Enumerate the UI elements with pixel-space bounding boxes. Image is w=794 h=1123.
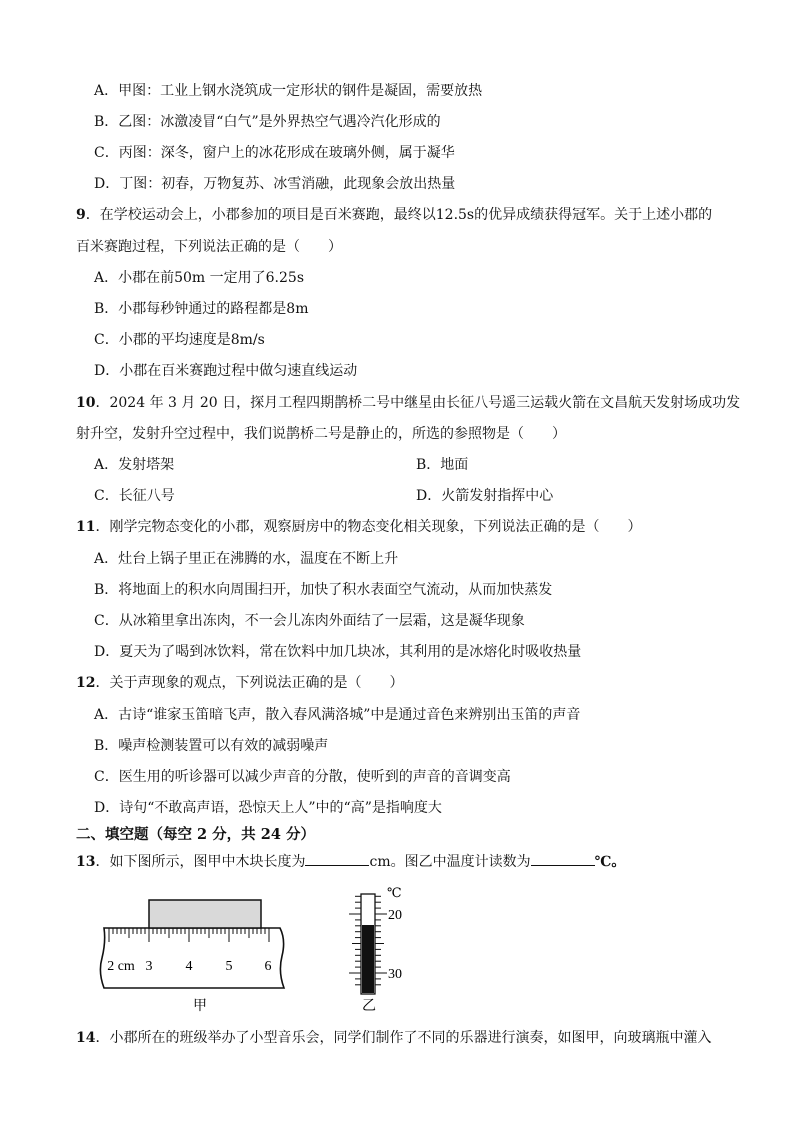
q14-text: ．小郡所在的班级举办了小型音乐会，同学们制作了不同的乐器进行演奏，如图甲，向玻璃瓶中灌入 bbox=[95, 1030, 712, 1046]
q9-number: 9 bbox=[76, 207, 86, 223]
thermometer-label-20: 20 bbox=[388, 908, 402, 923]
q11-number: 11 bbox=[76, 519, 96, 535]
q13-blank-length[interactable] bbox=[305, 851, 369, 866]
q11-option-d: D．夏天为了喝到冰饮料，常在饮料中加几块冰，其利用的是冰熔化时吸收热量 bbox=[94, 644, 582, 660]
q12-number: 12 bbox=[76, 675, 96, 691]
thermometer-liquid bbox=[362, 925, 374, 993]
q9-stem-line2: 百米赛跑过程，下列说法正确的是（ ） bbox=[76, 239, 342, 255]
ruler-label-5: 5 bbox=[225, 959, 233, 974]
q8-option-a: A．甲图：工业上钢水浇筑成一定形状的钢件是凝固，需要放热 bbox=[94, 83, 483, 99]
q12-option-a: A．古诗“谁家玉笛暗飞声，散入春风满洛城”中是通过音色来辨别出玉笛的声音 bbox=[94, 707, 581, 723]
q13-text-part1: ．如下图所示，图甲中木块长度为 bbox=[95, 854, 306, 870]
q14-number: 14 bbox=[76, 1030, 96, 1046]
q9-option-b: B．小郡每秒钟通过的路程都是8m bbox=[94, 301, 309, 317]
q13-blank-temperature[interactable] bbox=[531, 851, 595, 866]
q10-option-a: A．发射塔架 bbox=[94, 457, 175, 473]
q13-figure bbox=[90, 880, 430, 1020]
q8-option-b: B．乙图：冰激凌冒“白气”是外界热空气遇冷汽化形成的 bbox=[94, 114, 441, 130]
q10-number: 10 bbox=[76, 395, 96, 411]
q12-stem bbox=[76, 673, 403, 693]
ruler-label-4: 4 bbox=[185, 959, 193, 974]
q10-option-c: C．长征八号 bbox=[94, 488, 175, 504]
q9-stem-line1 bbox=[76, 205, 712, 225]
q9-option-a: A．小郡在前50m 一定用了6.25s bbox=[94, 270, 305, 286]
q12-option-c: C．医生用的听诊器可以减少声音的分散，使听到的声音的音调变高 bbox=[94, 769, 511, 785]
q9-text: ．在学校运动会上，小郡参加的项目是百米赛跑，最终以12.5s的优异成绩获得冠军。关于上述小郡的 bbox=[85, 207, 713, 223]
q10-text: ．2024 年 3 月 20 日，探月工程四期鹊桥二号中继星由长征八号遥三运载火箭在文昌航天发射场成功发 bbox=[95, 395, 741, 411]
q11-option-a: A．灶台上锅子里正在沸腾的水，温度在不断上升 bbox=[94, 551, 399, 567]
ruler-body bbox=[100, 928, 284, 988]
q10-option-b: B．地面 bbox=[416, 457, 469, 473]
thermometer-figure bbox=[349, 885, 402, 1014]
thermometer-unit: ℃ bbox=[387, 885, 402, 900]
q12-option-d: D．诗句“不敢高声语，恐惊天上人”中的“高”是指响度大 bbox=[94, 800, 442, 816]
q13-number: 13 bbox=[76, 854, 96, 870]
q10-stem-line2: 射升空，发射升空过程中，我们说鹊桥二号是静止的，所选的参照物是（ ） bbox=[76, 426, 566, 442]
q8-option-c: C．丙图：深冬，窗户上的冰花形成在玻璃外侧，属于凝华 bbox=[94, 145, 455, 161]
q10-option-d: D．火箭发射指挥中心 bbox=[416, 488, 554, 504]
q13-text-part2: cm。图乙中温度计读数为 bbox=[369, 854, 531, 870]
q12-text: ．关于声现象的观点，下列说法正确的是（ ） bbox=[95, 675, 404, 691]
ruler-label-3: 3 bbox=[145, 959, 153, 974]
q8-option-d: D．丁图：初春，万物复苏、冰雪消融，此现象会放出热量 bbox=[94, 176, 456, 192]
q11-option-c: C．从冰箱里拿出冻肉，不一会儿冻肉外面结了一层霜，这是凝华现象 bbox=[94, 613, 525, 629]
section-title-fill-in: 二、填空题（每空 2 分，共 24 分） bbox=[76, 826, 315, 843]
q13-text-part3: ℃。 bbox=[594, 854, 626, 870]
q14-stem bbox=[76, 1028, 711, 1048]
q10-stem-line1 bbox=[76, 393, 740, 413]
q9-option-d: D．小郡在百米赛跑过程中做匀速直线运动 bbox=[94, 363, 358, 379]
wooden-block bbox=[149, 900, 261, 928]
q11-option-b: B．将地面上的积水向周围扫开，加快了积水表面空气流动，从而加快蒸发 bbox=[94, 582, 553, 598]
ruler-figure bbox=[100, 900, 284, 1014]
thermometer-label-30: 30 bbox=[388, 967, 402, 982]
q11-text: ．刚学完物态变化的小郡，观察厨房中的物态变化相关现象，下列说法正确的是（ ） bbox=[95, 519, 642, 535]
ruler-label-2cm: 2 cm bbox=[107, 959, 135, 974]
q9-option-c: C．小郡的平均速度是8m/s bbox=[94, 332, 265, 348]
caption-jia: 甲 bbox=[193, 999, 207, 1014]
q13-stem bbox=[76, 851, 625, 872]
caption-yi: 乙 bbox=[362, 999, 376, 1014]
q12-option-b: B．噪声检测装置可以有效的减弱噪声 bbox=[94, 738, 329, 754]
q11-stem bbox=[76, 517, 641, 537]
ruler-label-6: 6 bbox=[264, 959, 272, 974]
